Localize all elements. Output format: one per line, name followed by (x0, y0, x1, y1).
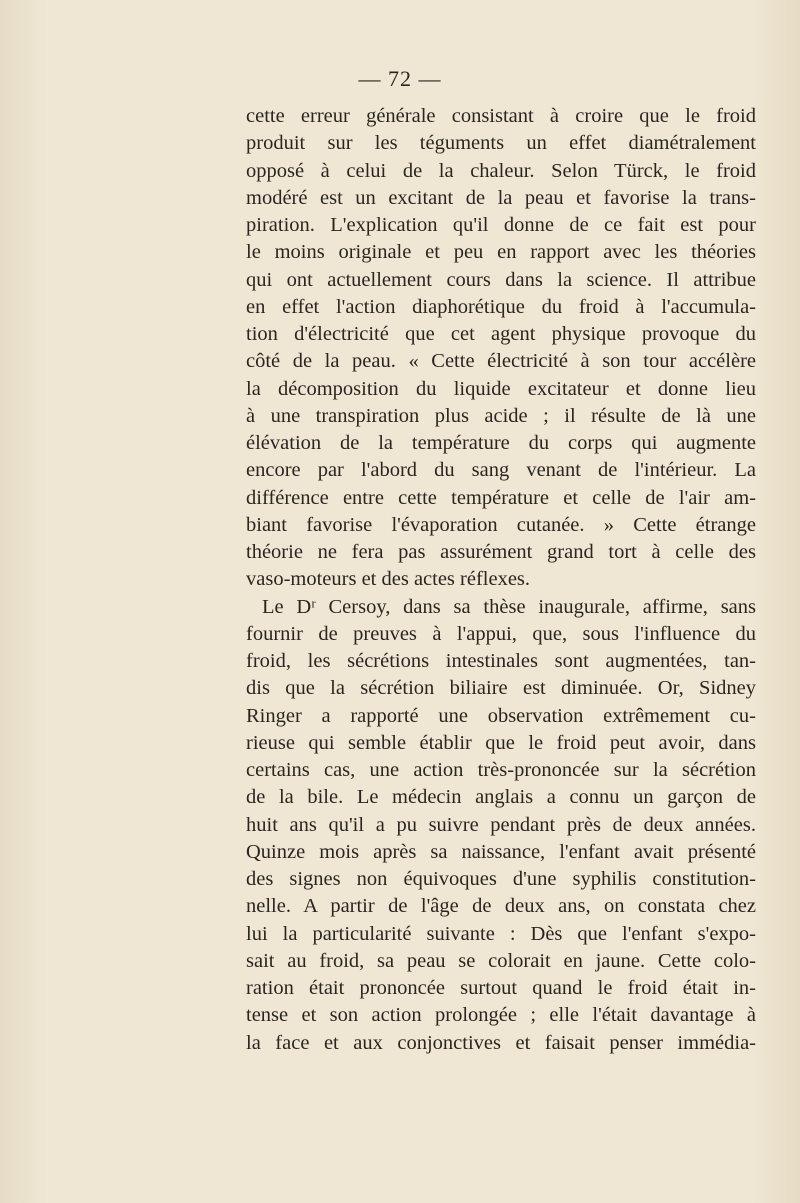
text-line: tion d'électricité que cet agent physique provoque du (246, 323, 756, 345)
text-line: à une transpiration plus acide ; il résulte de là une (246, 404, 756, 427)
text-line: cette erreur générale consistant à croire que le froid (246, 105, 756, 127)
text-line: élévation de la température du corps qui augmente (246, 432, 756, 454)
text-line: côté de la peau. « Cette électricité à son tour accélère (246, 350, 756, 373)
text-line: Quinze mois après sa naissance, l'enfant avait présenté (246, 840, 756, 863)
text-line: nelle. A partir de l'âge de deux ans, on constata chez (246, 895, 756, 918)
text-line: qui ont actuellement cours dans la science. Il attribue (246, 268, 756, 291)
text-line: produit sur les téguments un effet diamétralement (246, 132, 756, 155)
text-line: tense et son action prolongée ; elle l'était davantage à (246, 1004, 756, 1027)
text-line: théorie ne fera pas assurément grand tort à celle des (246, 541, 756, 563)
text-line: dis que la sécrétion biliaire est diminuée. Or, Sidney (246, 677, 756, 700)
text-line: piration. L'explication qu'il donne de ce fait est pour (246, 214, 756, 236)
text-line: biant favorise l'évaporation cutanée. » Cette étrange (246, 513, 756, 536)
text-line: différence entre cette température et celle de l'air am- (246, 486, 756, 509)
text-line: froid, les sécrétions intestinales sont augmentées, tan- (246, 650, 756, 672)
text-line: la face et aux conjonctives et faisait penser immédia- (246, 1031, 756, 1054)
text-line: ration était prononcée surtout quand le froid était in- (246, 977, 756, 999)
text-line: le moins originale et peu en rapport avec les théories (246, 241, 756, 264)
body-text (246, 103, 756, 1057)
text-line: fournir de preuves à l'appui, que, sous l'influence du (246, 622, 756, 645)
text-line: encore par l'abord du sang venant de l'intérieur. La (246, 459, 756, 482)
text-line: huit ans qu'il a pu suivre pendant près de deux années. (246, 813, 756, 836)
text-line: de la bile. Le médecin anglais a connu un garçon de (246, 786, 756, 809)
text-line: Le Dʳ Cersoy, dans sa thèse inaugurale, affirme, sans (262, 595, 756, 618)
text-line: en effet l'action diaphorétique du froid à l'accumula- (246, 295, 756, 318)
text-line: la décomposition du liquide excitateur et donne lieu (246, 377, 756, 400)
text-line: vaso-moteurs et des actes réflexes. (246, 568, 531, 591)
text-line: rieuse qui semble établir que le froid peut avoir, dans (246, 731, 756, 754)
text-line: lui la particularité suivante : Dès que l'enfant s'expo- (246, 922, 756, 945)
text-line: certains cas, une action très-prononcée sur la sécrétion (246, 759, 756, 781)
text-line: des signes non équivoques d'une syphilis constitution- (246, 868, 756, 890)
text-line: opposé à celui de la chaleur. Selon Türck, le froid (246, 159, 756, 182)
page-number: — 72 — (358, 66, 442, 91)
text-line: modéré est un excitant de la peau et favorise la trans- (246, 186, 756, 209)
text-line: Ringer a rapporté une observation extrêmement cu- (246, 704, 756, 727)
text-line: sait au froid, sa peau se colorait en jaune. Cette colo- (246, 949, 756, 972)
